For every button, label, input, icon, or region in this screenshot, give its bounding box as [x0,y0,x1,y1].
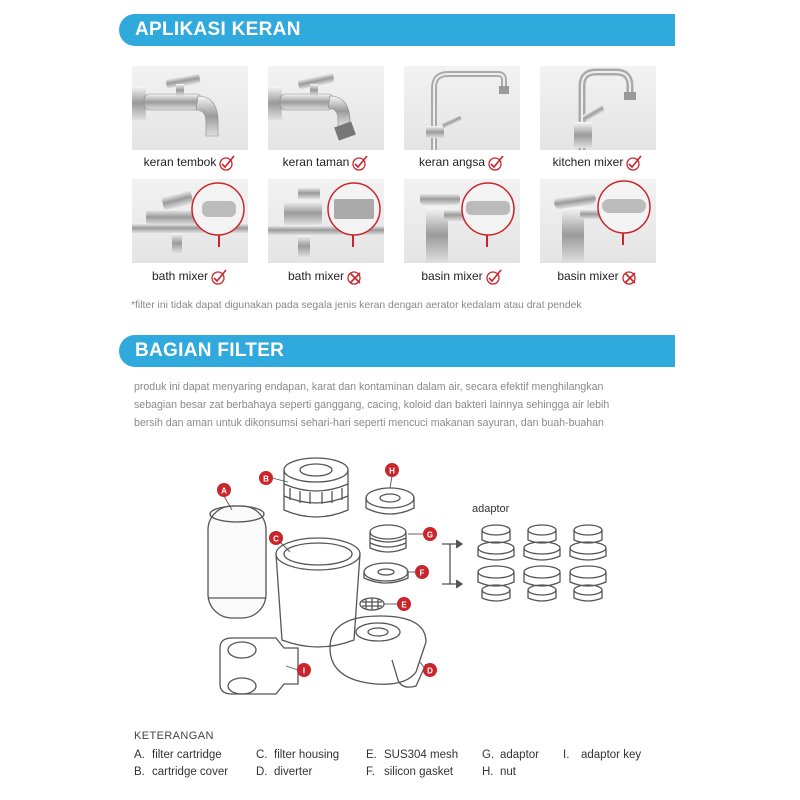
cross-icon [346,269,364,285]
marker-f [415,565,429,579]
svg-text:E: E [401,600,407,610]
faucet-caption [251,152,401,172]
legend-item-h [482,766,516,778]
legend-key: H. [482,766,494,778]
faucet-label: bath mixer [287,269,345,283]
legend-item-i [563,749,641,761]
legend-label: filter cartridge [152,749,222,761]
legend-item-g [482,749,539,761]
faucet-caption [251,266,401,286]
faucet-label: kitchen mixer [552,155,624,169]
filter-housing-part [276,538,360,647]
faucet-label: keran tembok [143,155,217,169]
marker-a [217,483,231,497]
bath-mixer-icon [268,179,384,263]
legend-key: G. [482,749,495,761]
svg-text:C: C [273,534,279,544]
product-description [134,378,679,432]
svg-text:H: H [389,466,395,476]
adaptor-set [478,525,606,601]
adaptor-part [370,525,406,552]
faucet-caption [523,152,673,172]
legend-item-b [134,766,228,778]
diverter-part [330,616,426,687]
faucet-image-keran-tembok [132,66,248,150]
section-title-aplikasi-keran: APLIKASI KERAN [119,14,675,46]
wall-faucet-icon [132,66,248,150]
kitchen-mixer-icon [540,66,656,150]
legend-label: adaptor key [581,749,642,761]
legend-label: diverter [274,766,313,778]
faucet-image-basin-mixer [404,179,520,263]
faucet-image-basin-mixer-alt [540,179,656,263]
check-icon [625,155,643,171]
legend-key: F. [366,766,375,778]
svg-text:F: F [419,568,425,578]
legend-label: nut [500,766,516,778]
faucet-image-bath-mixer [132,179,248,263]
legend-item-c [256,749,339,761]
marker-h [385,463,399,477]
legend-item-d [256,766,312,778]
legend-title: KETERANGAN [134,730,214,742]
faucet-image-keran-taman [268,66,384,150]
marker-g [423,527,437,541]
marker-e [397,597,411,611]
sus304-mesh-part [360,598,384,610]
description-line: bersih dan aman untuk dikonsumsi sehari-hari seperti mencuci makanan sayuran, dan buah-buahan [134,417,604,429]
description-line: sebagian besar zat berbahaya seperti ganggang, cacing, koloid dan bakteri lainnya sehingga air lebih [134,399,610,411]
legend-key: C. [256,749,268,761]
faucet-image-keran-angsa [404,66,520,150]
legend-item-a [134,749,222,761]
legend-label: cartridge cover [152,766,229,778]
svg-text:I: I [302,666,306,676]
filter-parts-diagram [180,448,640,708]
check-icon [218,155,236,171]
svg-text:G: G [426,530,434,540]
faucet-image-bath-mixer-alt [268,179,384,263]
legend-key: I. [563,749,570,761]
svg-text:A: A [221,486,227,496]
filter-cartridge-part [208,506,266,618]
check-icon [351,155,369,171]
nut-part [366,488,414,514]
legend-item-f [366,766,453,778]
cartridge-cover-part [284,458,348,517]
marker-d [423,663,437,677]
faucet-label: basin mixer [421,269,483,283]
svg-text:B: B [263,474,269,484]
compatibility-note: *filter ini tidak dapat digunakan pada segala jenis keran dengan aerator kedalam atau drat pendek [131,300,582,311]
description-line: produk ini dapat menyaring endapan, karat dan kontaminan dalam air, secara efektif menghilangkan [134,381,604,393]
legend-key: A. [134,749,145,761]
legend-key: B. [134,766,145,778]
adaptor-label: adaptor [472,503,510,515]
check-icon [485,269,503,285]
gooseneck-faucet-icon [404,66,520,150]
svg-text:D: D [427,666,433,676]
legend-key: E. [366,749,377,761]
legend-label: silicon gasket [384,766,454,778]
faucet-label: keran taman [282,155,350,169]
check-icon [487,155,505,171]
faucet-label: basin mixer [557,269,619,283]
marker-i [297,663,311,677]
silicon-gasket-part [364,563,408,583]
faucet-image-kitchen-mixer [540,66,656,150]
check-icon [210,269,228,285]
faucet-caption [115,266,265,286]
legend-label: SUS304 mesh [384,749,459,761]
marker-c [269,531,283,545]
legend-key: D. [256,766,268,778]
marker-b [259,471,273,485]
garden-faucet-icon [268,66,384,150]
section-title-bagian-filter: BAGIAN FILTER [119,335,675,367]
basin-mixer-icon [540,179,656,263]
faucet-caption [523,266,673,286]
faucet-caption [387,266,537,286]
basin-mixer-icon [404,179,520,263]
legend-label: filter housing [274,749,340,761]
legend-label: adaptor [500,749,540,761]
faucet-label: bath mixer [151,269,209,283]
faucet-caption [387,152,537,172]
legend-item-e [366,749,458,761]
faucet-caption [115,152,265,172]
bath-mixer-icon [132,179,248,263]
cross-icon [621,269,639,285]
faucet-label: keran angsa [418,155,486,169]
